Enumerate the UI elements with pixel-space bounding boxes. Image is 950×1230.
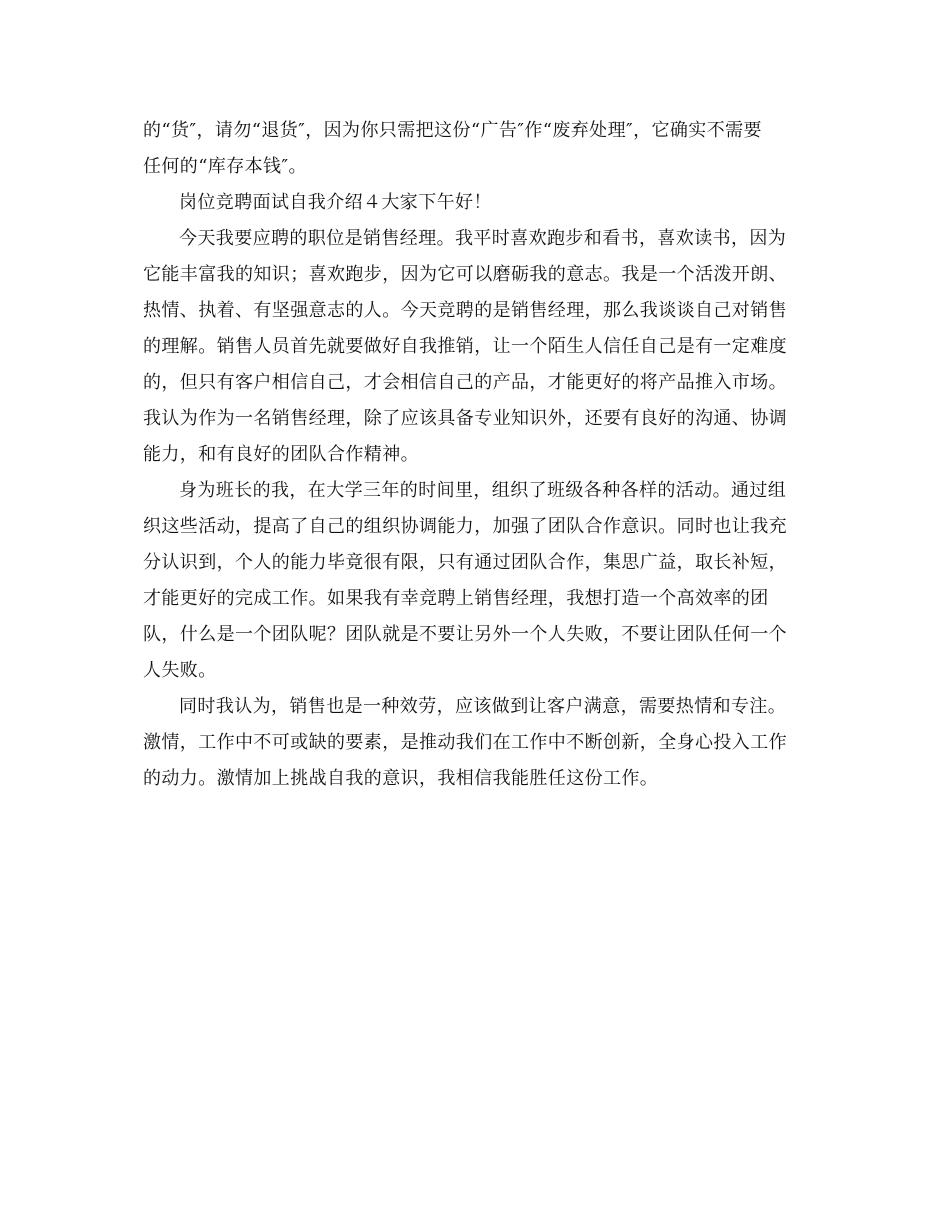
- text-line: 才能更好的完成工作。如果我有幸竞聘上销售经理，我想打造一个高效率的团: [143, 588, 769, 609]
- text-line: 热情、执着、有坚强意志的人。今天竞聘的是销售经理，那么我谈谈自己对销售: [143, 300, 787, 321]
- text-line: 的“货″，请勿“退货″，因为你只需把这份“广告″作“废弃处理″，它确实不需要: [143, 120, 762, 141]
- text-line: 队，什么是一个团队呢？团队就是不要让另外一个人失败，不要让团队任何一个: [143, 624, 787, 645]
- text-line: 它能丰富我的知识；喜欢跑步，因为它可以磨砺我的意志。我是一个活泼开朗、: [143, 264, 787, 285]
- text-line: 的理解。销售人员首先就要做好自我推销，让一个陌生人信任自己是有一定难度: [143, 336, 787, 357]
- text-line: 的动力。激情加上挑战自我的意识，我相信我能胜任这份工作。: [143, 768, 659, 789]
- text-line: 能力，和有良好的团队合作精神。: [143, 444, 419, 465]
- text-line: 分认识到，个人的能力毕竟很有限，只有通过团队合作，集思广益，取长补短，: [143, 552, 787, 573]
- text-line: 的，但只有客户相信自己，才会相信自己的产品，才能更好的将产品推入市场。: [143, 372, 787, 393]
- text-line: 人失败。: [143, 660, 217, 681]
- text-line: 我认为作为一名销售经理，除了应该具备专业知识外，还要有良好的沟通、协调: [143, 408, 787, 429]
- text-line: 任何的“库存本钱″。: [143, 156, 307, 177]
- paragraph-heading: 岗位竞聘面试自我介绍４大家下午好！: [179, 192, 492, 213]
- text-line: 今天我要应聘的职位是销售经理。我平时喜欢跑步和看书，喜欢读书，因为: [179, 228, 787, 249]
- text-line: 激情，工作中不可或缺的要素，是推动我们在工作中不断创新，全身心投入工作: [143, 732, 787, 753]
- text-line: 同时我认为，销售也是一种效劳，应该做到让客户满意，需要热情和专注。: [179, 696, 787, 717]
- text-line: 身为班长的我，在大学三年的时间里，组织了班级各种各样的活动。通过组: [179, 480, 787, 501]
- text-line: 织这些活动，提高了自己的组织协调能力，加强了团队合作意识。同时也让我充: [143, 516, 787, 537]
- document-body: [143, 113, 811, 797]
